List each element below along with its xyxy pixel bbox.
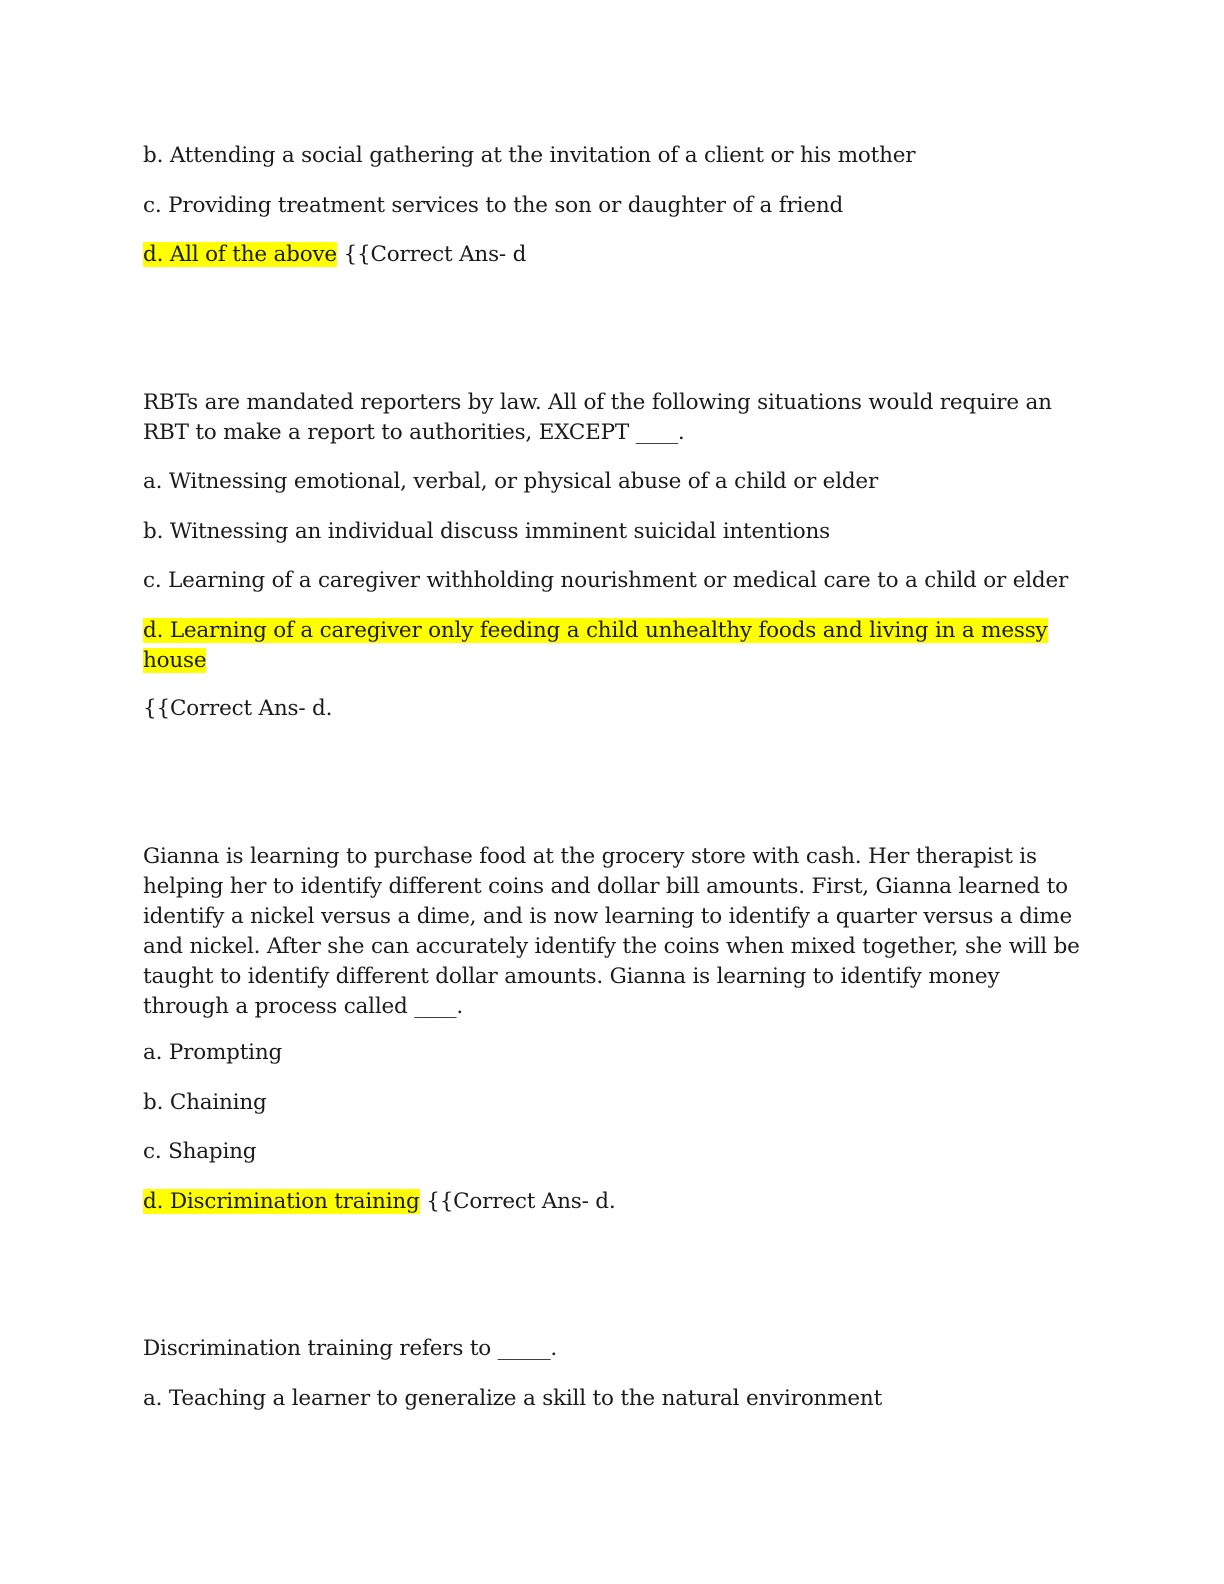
q3-question: Gianna is learning to purchase food at the grocery store with cash. Her therapist is helping her to identify different coins and dollar bill amounts. First, Gianna learned to identify a nickel versus a dime, and is now learning to identify a quarter versus a dime and nickel. After she can accurately identify the coins when mixed together, she will be taught to identify different dollar amounts. Gianna is learning to identify money through a process called ____.: [143, 844, 1080, 1019]
q2-answer: {{Correct Ans- d.: [143, 696, 333, 721]
q3-option-d-line: [143, 1187, 1083, 1217]
q3-option-a: a. Prompting: [143, 1040, 283, 1065]
q1-option-d-line: [143, 240, 1083, 270]
q2-option-d: d. Learning of a caregiver only feeding a child unhealthy foods and living in a messy house: [143, 618, 1048, 673]
q2-option-a: a. Witnessing emotional, verbal, or physical abuse of a child or elder: [143, 469, 879, 494]
q2-option-c: c. Learning of a caregiver withholding nourishment or medical care to a child or elder: [143, 568, 1069, 593]
q1-answer: {{Correct Ans- d: [336, 242, 527, 267]
q4-question: Discrimination training refers to _____.: [143, 1336, 558, 1361]
q3-option-d: d. Discrimination training: [143, 1189, 420, 1214]
q3-option-c: c. Shaping: [143, 1139, 257, 1164]
q3-answer: {{Correct Ans- d.: [419, 1189, 616, 1214]
q4-option-a: a. Teaching a learner to generalize a skill to the natural environment: [143, 1386, 883, 1411]
q2-option-b: b. Witnessing an individual discuss imminent suicidal intentions: [143, 519, 830, 544]
q2-question: RBTs are mandated reporters by law. All of the following situations would require an RBT to make a report to authorities, EXCEPT ____.: [143, 390, 1052, 445]
q1-option-d: d. All of the above: [143, 242, 337, 267]
q3-option-b: b. Chaining: [143, 1090, 267, 1115]
q1-option-b: b. Attending a social gathering at the invitation of a client or his mother: [143, 143, 916, 168]
q1-option-c: c. Providing treatment services to the son or daughter of a friend: [143, 193, 844, 218]
q2-option-d-line: [143, 616, 1083, 676]
